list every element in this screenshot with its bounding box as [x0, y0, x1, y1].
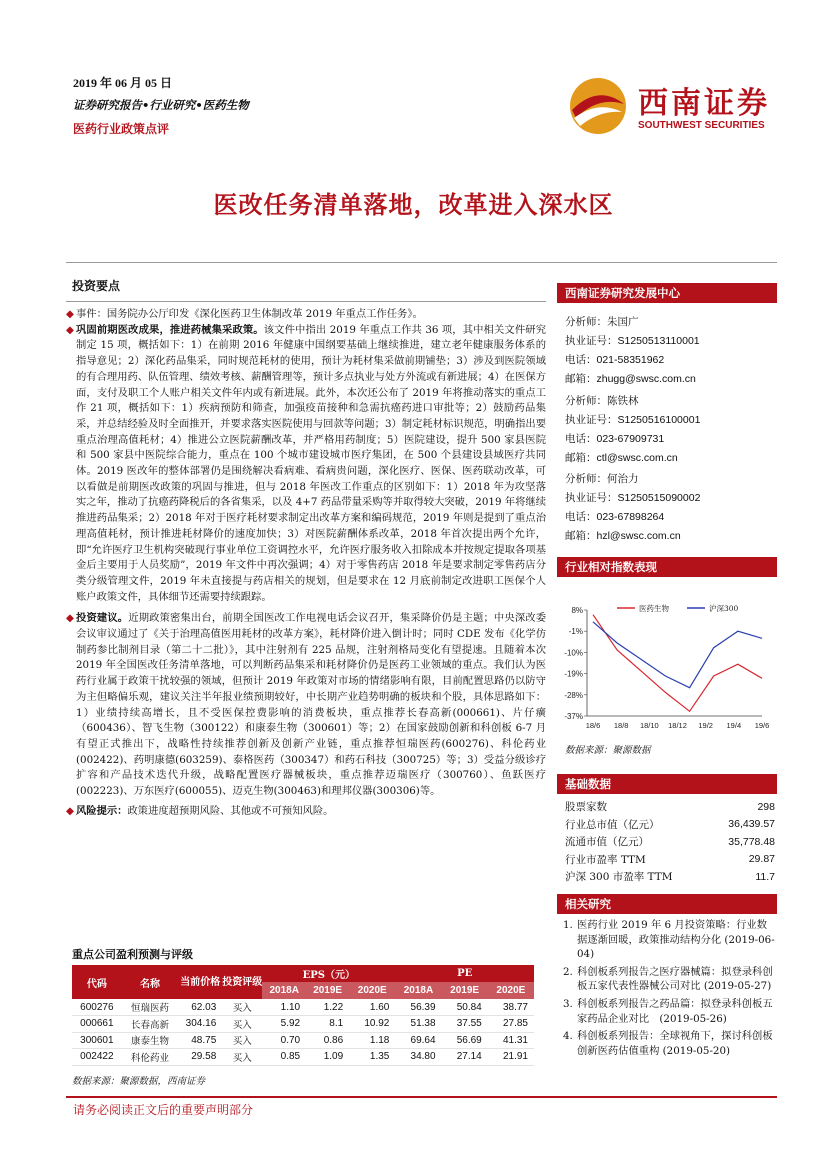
- forecast-table-title: 重点公司盈利预测与评级: [72, 948, 193, 961]
- basic-data-label: 流通市值（亿元）: [565, 836, 649, 849]
- analyst-name: 分析师：陈铁林: [565, 395, 639, 407]
- basic-data-label: 行业总市值（亿元）: [565, 818, 660, 831]
- table-row: [72, 1049, 534, 1066]
- company-logo: [566, 74, 770, 138]
- table-cell: 37.55: [442, 1016, 488, 1033]
- basic-data-row: [557, 833, 775, 851]
- footer-disclaimer: 请务必阅读正文后的重要声明部分: [73, 1103, 254, 1117]
- report-type: 医药行业政策点评: [73, 122, 170, 136]
- research-center-heading: 西南证券研究发展中心: [557, 283, 777, 303]
- chart-source: 数据来源：聚源数据: [565, 745, 651, 756]
- table-row: [72, 1016, 534, 1033]
- table-cell: 1.09: [306, 1049, 349, 1066]
- table-cell: 买入: [222, 1016, 262, 1033]
- bullet-policy-lead: 巩固前期医改成果，推进药械集采政策。: [76, 323, 264, 336]
- y-tick-label: -1%: [568, 627, 583, 637]
- related-item-number: 2.: [563, 965, 573, 978]
- related-item-text: 科创板系列报告之医疗器械篇：拟登录科创板五家代表性器械公司对比 (2019-05-27): [577, 965, 773, 993]
- table-cell: 1.60: [349, 999, 395, 1016]
- analyst-card: [565, 313, 777, 389]
- legend-label: 沪深300: [709, 604, 739, 613]
- basic-data-row: [557, 868, 775, 886]
- related-research-heading: 相关研究: [557, 894, 777, 914]
- related-research-list: [563, 918, 777, 1061]
- table-cell: 买入: [222, 1032, 262, 1049]
- basic-data-label: 股票家数: [565, 801, 607, 814]
- basic-data-value: 36,439.57: [728, 818, 775, 831]
- table-cell: 恒瑞医药: [122, 999, 179, 1016]
- related-item[interactable]: [563, 1029, 777, 1058]
- table-cell: 27.85: [488, 1016, 534, 1033]
- y-tick-label: -37%: [564, 712, 583, 721]
- table-cell: 1.18: [349, 1032, 395, 1049]
- x-tick-label: 18/6: [585, 721, 601, 730]
- y-tick-label: -10%: [564, 648, 583, 658]
- bullet-icon: ◆: [66, 323, 74, 336]
- related-item-number: 3.: [563, 997, 573, 1010]
- bullet-risk: [66, 804, 546, 820]
- table-row: [72, 1032, 534, 1049]
- analyst-phone: 电话：021-58351962: [565, 354, 665, 366]
- basic-data-label: 行业市盈率 TTM: [565, 853, 646, 866]
- col-year: 2020E: [349, 982, 395, 999]
- table-cell: 56.39: [395, 999, 441, 1016]
- related-item-number: 4.: [563, 1030, 573, 1043]
- basic-data-value: 35,778.48: [728, 835, 775, 848]
- table-cell: 62.03: [178, 999, 222, 1016]
- table-cell: 科伦药业: [122, 1049, 179, 1066]
- col-year: 2018A: [395, 982, 441, 999]
- table-cell: 48.75: [178, 1032, 222, 1049]
- basic-data-label: 沪深 300 市盈率 TTM: [565, 871, 673, 884]
- table-cell: 1.35: [349, 1049, 395, 1066]
- analyst-email[interactable]: 邮箱：ctl@swsc.com.cn: [565, 452, 678, 464]
- analyst-cert: 执业证号：S1250516100001: [565, 414, 701, 426]
- analyst-cert: 执业证号：S1250513110001: [565, 335, 700, 347]
- bullet-risk-text: 政策进度超预期风险、其他或不可预知风险。: [127, 804, 334, 817]
- table-cell: 600276: [72, 999, 122, 1016]
- col-rating: 投资评级: [222, 965, 262, 999]
- table-cell: 5.92: [262, 1016, 306, 1033]
- investment-highlights: [66, 277, 546, 820]
- bullet-icon: ◆: [66, 804, 74, 817]
- report-category: 证券研究报告•行业研究•医药生物: [73, 98, 249, 112]
- basic-data-table: [557, 798, 775, 886]
- table-row: [72, 999, 534, 1016]
- table-cell: 002422: [72, 1049, 122, 1066]
- basic-data-row: [557, 798, 775, 816]
- table-cell: 0.86: [306, 1032, 349, 1049]
- y-tick-label: 8%: [571, 606, 583, 615]
- table-cell: 50.84: [442, 999, 488, 1016]
- table-cell: 300601: [72, 1032, 122, 1049]
- legend-label: 医药生物: [639, 604, 669, 613]
- forecast-source: 数据来源：聚源数据，西南证券: [72, 1076, 206, 1087]
- table-cell: 21.91: [488, 1049, 534, 1066]
- basic-data-row: [557, 816, 775, 834]
- table-cell: 000661: [72, 1016, 122, 1033]
- basic-data-value: 298: [757, 800, 775, 813]
- section-heading: 投资要点: [72, 279, 121, 293]
- bullet-risk-lead: 风险提示：: [76, 804, 128, 817]
- col-code: 代码: [72, 965, 122, 999]
- related-item-text: 科创板系列报告之药品篇：拟登录科创板五家药品企业对比 (2019-05-26): [577, 997, 773, 1025]
- bullet-icon: ◆: [66, 612, 74, 625]
- analyst-email[interactable]: 邮箱：zhugg@swsc.com.cn: [565, 373, 696, 385]
- table-cell: 8.1: [306, 1016, 349, 1033]
- col-year: 2019E: [442, 982, 488, 999]
- related-item-number: 1.: [563, 919, 573, 931]
- table-cell: 69.64: [395, 1032, 441, 1049]
- bullet-policy-text: 该文件中指出 2019 年重点工作共 36 项，其中相关文件研究制定 15 项，概括如下：1）在前期 2016 年健康中国纲要基础上继续推进，建立老年健康服务体系的指导意见；2）深化药品集采，同时规范耗材的使用，预计为耗材集采做前期铺垫；3）涉及到医院领域的有合理用药、队伍管理、绩效考核、薪酬管理等，预计多点执业与处方外流或有新进展；4）在医保方面，支付及职工个人账户相关文件年内或有新进展。此外，本次还公布了 2019 年将推动落实的重点工作 21 项，概括如下：1）疾病预防和筛查，加强疫苗接种和急需抗癌药进口审批等；2）鼓励药品集采，并总结经验及时全面推开，并要求落实医院使用与回款等问题；3）制定耗材标识规范，明确指出要重点治理高值耗材；4）推进公立医院薪酬改革，并严格用药制度；5）医院建设，提升 500 家县医院和 500 家县中医院综合能力，重点在 100 个城市建设城市医疗集团，在 500 个县建设县域医疗共同体。2019 医改年的整体部署仍是围绕解决看病难、看病贵问题，深化医疗、医保、医药联动改革，可以看做是前期医改政策的巩固与推进，但与 2018 年医改工作重点的区别如下：1）2018 年为攻坚落实之年，推动了抗癌药降税后的各省集采，以及 4+7 药品带量采购等并取得较大突破，2019 年将继续推进药品集采；2）2018 年对于医疗耗材要求制定出改革方案和编码规范，2019 年则是提到了重点治理高值耗材，预计推进耗材降价的速度加快；3）对医院薪酬体系改革，2018 年首次提出两个允许，即“允许医疗卫生机构突破现行事业单位工资调控水平，允许医疗服务收入扣除成本并按规定提取各项基金后主要用于人员奖励”，2019 年文件中再次强调；4）对于零售药店 2018 年是要求制定零售药店分类分级管理文件，2019 年未直接提与药店相关的规划，但是要求在 12 月底前制定改进职工医保个人账户政策文件，具体细节还需要持续跟踪。: [76, 323, 547, 603]
- col-name: 名称: [122, 965, 179, 999]
- analyst-name: 分析师：朱国广: [565, 316, 639, 328]
- report-date: 2019 年 06 月 05 日: [73, 76, 173, 90]
- title-divider: [66, 262, 777, 263]
- analyst-name: 分析师：何治力: [565, 473, 639, 485]
- analyst-cert: 执业证号：S1250515090002: [565, 492, 701, 504]
- series-line-1: [593, 622, 762, 688]
- table-cell: 买入: [222, 1049, 262, 1066]
- analyst-card: [565, 470, 777, 546]
- col-year: 2019E: [306, 982, 349, 999]
- table-cell: 1.22: [306, 999, 349, 1016]
- basic-data-row: [557, 851, 775, 869]
- forecast-table: [72, 965, 534, 1066]
- col-year: 2018A: [262, 982, 306, 999]
- bullet-icon: ◆: [66, 308, 74, 320]
- table-cell: 10.92: [349, 1016, 395, 1033]
- x-tick-label: 19/4: [726, 721, 742, 730]
- analyst-card: [565, 392, 777, 468]
- related-item-text: 科创板系列报告：全球视角下，探讨科创板创新医药估值重构 (2019-05-20): [577, 1030, 773, 1057]
- table-cell: 康泰生物: [122, 1032, 179, 1049]
- col-year: 2020E: [488, 982, 534, 999]
- col-pe: PE: [395, 965, 534, 982]
- relative-index-chart: [557, 600, 777, 740]
- related-item[interactable]: [563, 997, 777, 1026]
- x-tick-label: 19/2: [698, 721, 713, 730]
- y-tick-label: -28%: [564, 690, 583, 700]
- bullet-event-text: 事件：国务院办公厅印发《深化医药卫生体制改革 2019 年重点工作任务》。: [76, 308, 423, 320]
- table-cell: 长春高新: [122, 1016, 179, 1033]
- x-tick-label: 19/6: [754, 721, 770, 730]
- logo-text-en: SOUTHWEST SECURITIES: [638, 120, 765, 131]
- section-divider: [66, 301, 546, 302]
- table-cell: 买入: [222, 999, 262, 1016]
- index-heading: 行业相对指数表现: [557, 557, 777, 577]
- bullet-advice: [66, 611, 546, 799]
- y-tick-label: -19%: [564, 669, 583, 679]
- table-cell: 27.14: [442, 1049, 488, 1066]
- table-cell: 38.77: [488, 999, 534, 1016]
- table-cell: 56.69: [442, 1032, 488, 1049]
- bullet-advice-lead: 投资建议。: [76, 612, 129, 625]
- basic-data-heading: 基础数据: [557, 774, 777, 794]
- table-cell: 29.58: [178, 1049, 222, 1066]
- x-tick-label: 18/8: [613, 721, 629, 730]
- col-eps: EPS（元）: [262, 965, 395, 982]
- report-title: 医改任务清单落地，改革进入深水区: [213, 190, 614, 219]
- table-cell: 304.16: [178, 1016, 222, 1033]
- x-tick-label: 18/10: [639, 721, 659, 730]
- basic-data-value: 29.87: [748, 853, 775, 866]
- table-cell: 0.70: [262, 1032, 306, 1049]
- col-price: 当前价格: [178, 965, 222, 999]
- table-cell: 41.31: [488, 1032, 534, 1049]
- related-item[interactable]: [563, 918, 777, 962]
- basic-data-value: 11.7: [755, 870, 775, 883]
- x-tick-label: 18/12: [668, 721, 687, 730]
- footer-divider: [66, 1096, 777, 1098]
- logo-text-cn: 西南证券: [638, 86, 770, 121]
- series-line-0: [593, 615, 762, 712]
- analyst-email[interactable]: 邮箱：hzl@swsc.com.cn: [565, 530, 681, 542]
- table-cell: 51.38: [395, 1016, 441, 1033]
- related-item-text: 医药行业 2019 年 6 月投资策略：行业数据逐渐回暖，政策推动结构分化 (2019-06-04): [577, 919, 775, 961]
- table-cell: 1.10: [262, 999, 306, 1016]
- analyst-phone: 电话：023-67909731: [565, 433, 665, 445]
- analyst-phone: 电话：023-67898264: [565, 511, 665, 523]
- table-cell: 0.85: [262, 1049, 306, 1066]
- related-item[interactable]: [563, 965, 777, 994]
- bullet-advice-text: 近期政策密集出台，前期全国医改工作电视电话会议召开，集采降价仍是主题；中央深改委会议审议通过了《关于治理高值医用耗材的改革方案》，耗材降价进入倒计时；同时 CDE 发布《化学仿制药参比制剂目录（第二十二批）》，其中注射剂有 225 品规，注射剂格局变化有望提速。且随着本次 2019 年全国医改任务清单落地，可以判断药品集采和耗材降价仍是医药工业领域的重点。我们认为医药行业属于政策干扰较强的领域，但预计 2019 年政策对市场的情绪影响有限，目前配置思路仍以防守为主但略偏乐观，建议关注半年报业绩预期较好，中长期产业趋势明确的板块和个股，具体思路如下：1）业绩持续高增长，且不受医保控费影响的消费板块，重点推荐长春高新(000661)、片仔癀（600436）、智飞生物（300122）和康泰生物（300601）等；2）在国家鼓励创新和科创板 6-7 月有望正式推出下，战略性持续推荐创新及创新产业链，重点推荐恒瑞医药(600276)、科伦药业(002422)、药明康德(603259)、泰格医药（300347）和药石科技（300725）等；3）受益分级诊疗扩容和产品技术迭代升级，战略配置医疗器械板块，重点推荐迈瑞医疗（300760）、鱼跃医疗(002223)、万东医疗(600055)、迈克生物(300463)和理邦仪器(300306)等。: [76, 612, 547, 798]
- logo-mark-icon: [566, 74, 630, 138]
- table-cell: 34.80: [395, 1049, 441, 1066]
- bullet-event: [66, 307, 546, 323]
- bullet-policy: [66, 323, 546, 606]
